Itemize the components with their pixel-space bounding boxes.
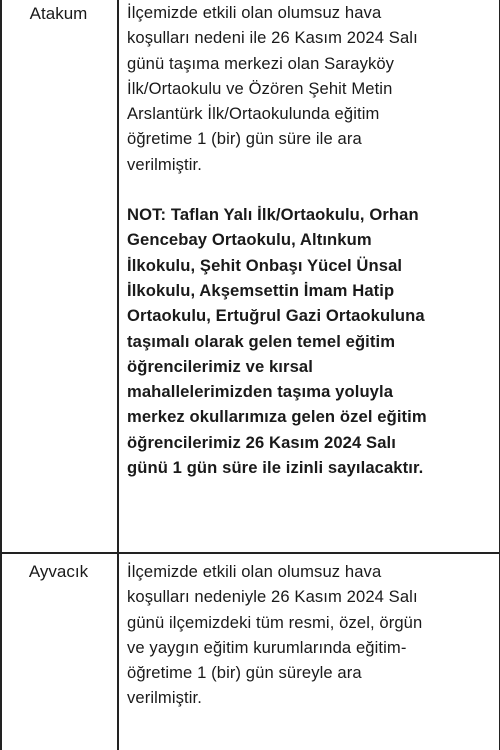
text-line: günü taşıma merkezi olan Saraykӧy bbox=[127, 53, 395, 73]
text-line: koşulları nedeniyle 26 Kasım 2024 Salı bbox=[127, 587, 418, 607]
note-paragraph bbox=[127, 202, 477, 480]
text-line: koşulları nedeni ile 26 Kasım 2024 Salı bbox=[127, 28, 418, 48]
announcement-paragraph bbox=[127, 559, 477, 711]
text-line: günü ilçemizdeki tüm resmi, özel, örgün bbox=[127, 612, 423, 632]
announcement-text bbox=[127, 0, 477, 480]
district-name: Atakum bbox=[29, 4, 88, 23]
text-line: taşımalı olarak gelen temel eğitim bbox=[127, 331, 396, 351]
text-line: öğretime 1 (bir) gün süre ile ara bbox=[127, 129, 362, 149]
text-line: ve yaygın eğitim kurumlarında eğitim- bbox=[127, 637, 407, 657]
text-line: İlçemizde etkili olan olumsuz hava bbox=[127, 562, 382, 581]
table-row-divider bbox=[0, 552, 500, 554]
text-line: öğretime 1 (bir) gün süreyle ara bbox=[127, 663, 362, 683]
text-line: mahallelerimizden taşıma yoluyla bbox=[127, 382, 394, 402]
text-line: İlçemizde etkili olan olumsuz hava bbox=[127, 3, 382, 22]
table-border-left bbox=[0, 0, 2, 750]
text-line: İlkokulu, Şehit Onbaşı Yücel Ünsal bbox=[127, 255, 403, 275]
announcement-paragraph bbox=[127, 0, 477, 177]
text-line: Arslantürk İlk/Ortaokulunda eğitim bbox=[127, 104, 380, 124]
district-name: Ayvacık bbox=[28, 562, 89, 581]
table-column-divider bbox=[117, 0, 119, 750]
text-line: öğrencilerimiz 26 Kasım 2024 Salı bbox=[127, 432, 396, 452]
text-line: öğrencilerimiz ve kırsal bbox=[127, 356, 313, 376]
text-line: merkez okullarımıza gelen özel eğitim bbox=[127, 407, 427, 427]
text-line: Ortaokulu, Ertuğrul Gazi Ortaokuluna bbox=[127, 306, 425, 326]
text-line: İlk/Ortaokulu ve Özören Şehit Metin bbox=[127, 78, 393, 98]
announcement-text bbox=[127, 559, 477, 711]
text-line: İlkokulu, Akşemsettin İmam Hatip bbox=[127, 280, 395, 300]
text-line: günü 1 gün süre ile izinli sayılacaktır. bbox=[127, 458, 424, 478]
text-line: Gencebay Ortaokulu, Altınkum bbox=[127, 230, 372, 250]
text-line: verilmiştir. bbox=[127, 688, 202, 708]
text-line: NOT: Taflan Yalı İlk/Ortaokulu, Orhan bbox=[127, 205, 419, 225]
text-line: verilmiştir. bbox=[127, 154, 202, 174]
